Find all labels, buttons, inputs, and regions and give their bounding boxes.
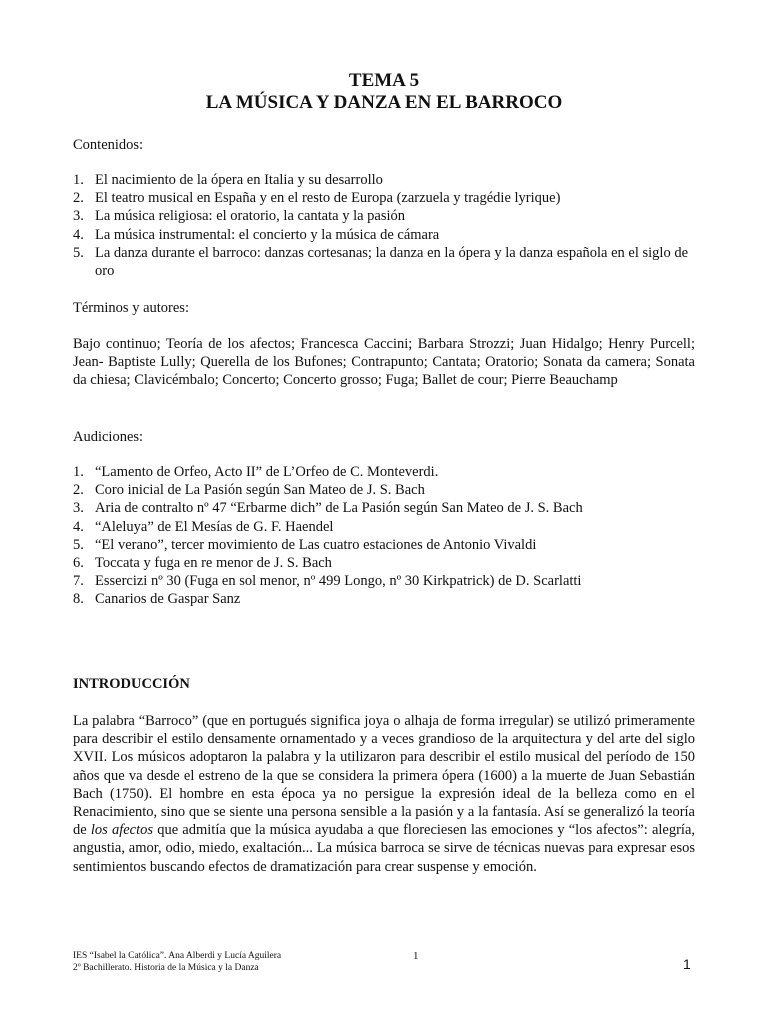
footer-line1: IES “Isabel la Católica”. Ana Alberdi y Lucía Aguilera — [73, 951, 282, 961]
audiciones-label: Audiciones: — [73, 429, 144, 445]
list-item-number: 2. — [73, 190, 84, 207]
introduccion-text-before: La palabra “Barroco” (que en portugués significa joya o alhaja de forma irregular) se utilizó primeramente para describir el estilo densamente ornamentado y a veces grandioso de la arquitectura y del arte del siglo XVII. Los músicos adoptaron la palabra y la utilizaron para describir el estilo musical del período de 150 años que va desde el estreno de la que se considera la primera ópera (1600) a la muerte de Juan Sebastián Bach (1750). El hombre en esta época ya no persigue la expresión ideal de la belleza como en el Renacimiento, sino que se siente una persona sensible a la pasión y a la fantasía. Así se generalizó la teoría de — [73, 713, 695, 839]
list-item-number: 1. — [73, 464, 84, 480]
footer-line2: 2º Bachillerato. Historia de la Música y la Danza — [73, 963, 259, 973]
list-item — [73, 554, 693, 572]
list-item-number: 1. — [73, 172, 84, 188]
list-item — [73, 481, 693, 499]
list-item-text: La música instrumental: el concierto y la música de cámara — [95, 226, 440, 243]
list-item-number: 8. — [73, 591, 84, 608]
doc-title-line2: LA MÚSICA Y DANZA EN EL BARROCO — [205, 92, 563, 113]
list-item-text: “Aleluya” de El Mesías de G. F. Haendel — [95, 518, 334, 535]
list-item-number: 6. — [73, 555, 84, 572]
list-item-text: La música religiosa: el oratorio, la cantata y la pasión — [95, 208, 406, 225]
list-item — [73, 226, 693, 244]
list-item-text: Coro inicial de La Pasión según San Mateo de J. S. Bach — [95, 482, 425, 499]
list-item-number: 7. — [73, 573, 84, 590]
list-item-number: 4. — [73, 226, 84, 243]
list-item-number: 2. — [73, 482, 84, 499]
list-item-text: Toccata y fuga en re menor de J. S. Bach — [95, 555, 332, 572]
list-item-text: La danza durante el barroco: danzas cortesanas; la danza en la ópera y la danza española en el siglo de oro — [95, 244, 688, 280]
list-item-number: 4. — [73, 518, 84, 535]
audiciones-list — [73, 463, 693, 609]
list-item-number: 5. — [73, 536, 84, 553]
list-item-text: “Lamento de Orfeo, Acto II” de L’Orfeo de C. Monteverdi. — [95, 464, 439, 480]
list-item — [73, 518, 693, 536]
list-item-text: El teatro musical en España y en el resto de Europa (zarzuela y tragédie lyrique) — [95, 190, 561, 207]
list-item-text: Essercizi nº 30 (Fuga en sol menor, nº 499 Longo, nº 30 Kirkpatrick) de D. Scarlatti — [95, 573, 582, 590]
list-item — [73, 499, 693, 517]
list-item-text: “El verano”, tercer movimiento de Las cuatro estaciones de Antonio Vivaldi — [95, 536, 537, 553]
introduccion-italic-term: los afectos — [90, 822, 154, 839]
list-item — [73, 207, 693, 225]
list-item-text: Aria de contralto nº 47 “Erbarme dich” de La Pasión según San Mateo de J. S. Bach — [95, 500, 583, 517]
list-item — [73, 171, 693, 189]
list-item-number: 5. — [73, 244, 84, 261]
terminos-label: Términos y autores: — [73, 300, 189, 316]
list-item — [73, 189, 693, 207]
list-item — [73, 536, 693, 554]
list-item-text: Canarios de Gaspar Sanz — [95, 591, 241, 608]
introduccion-paragraph — [73, 712, 695, 876]
terminos-text: Bajo continuo; Teoría de los afectos; Francesca Caccini; Barbara Strozzi; Juan Hidalgo; Henry Purcell; Jean- Baptiste Lully; Querella de los Bufones; Contrapunto; Cantata; Oratorio; Sonata da camera; Sonata da chiesa; Clavicémbalo; Concerto; Concerto grosso; Fuga; Ballet de cour; Pierre Beauchamp — [73, 336, 695, 389]
list-item-text: El nacimiento de la ópera en Italia y su desarrollo — [95, 172, 383, 188]
introduccion-text-after: que admitía que la música ayudaba a que floreciesen las emociones y “los afectos”: alegría, angustia, amor, odio, miedo, exaltación... La música barroca se sirve de técnicas nuevas para expresar esos sentimientos buscando efectos de dramatización para crear suspense y emoción. — [73, 822, 696, 875]
page-number: 1 — [683, 956, 691, 972]
doc-title-line1: TEMA 5 — [348, 70, 420, 91]
list-item-number: 3. — [73, 208, 84, 225]
section-heading-introduccion: INTRODUCCIÓN — [73, 676, 190, 692]
footer-center-number: 1 — [413, 950, 419, 962]
page-footer — [73, 950, 281, 974]
list-item — [73, 572, 693, 590]
list-item — [73, 463, 693, 481]
list-item — [73, 244, 693, 280]
list-item — [73, 590, 693, 608]
contenidos-label: Contenidos: — [73, 137, 144, 153]
contenidos-list — [73, 171, 693, 280]
list-item-number: 3. — [73, 500, 84, 517]
